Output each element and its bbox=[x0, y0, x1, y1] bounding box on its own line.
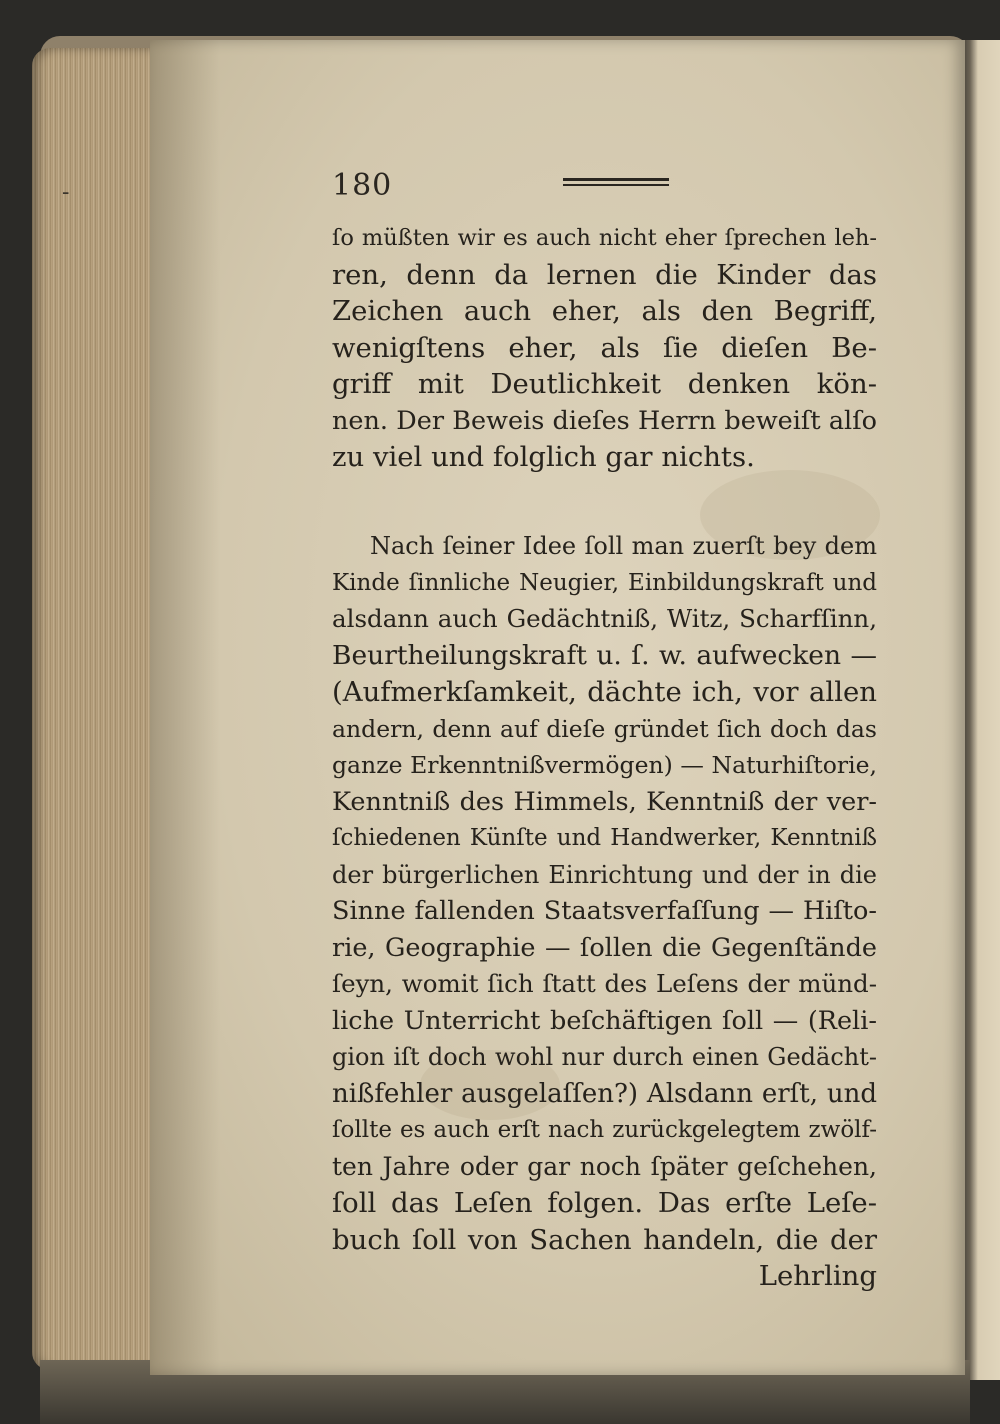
facing-page-edge bbox=[960, 40, 1000, 1380]
text-line: griff mit Deutlichkeit denken kön- bbox=[332, 368, 877, 400]
text-line: liche Unterricht beſchäftigen ſoll — (Reli- bbox=[332, 1005, 877, 1036]
text-line: Beurtheilungskraft u. ſ. w. aufwecken — bbox=[332, 639, 877, 671]
text-line: andern, denn auf dieſe gründet ſich doch das bbox=[332, 714, 877, 743]
text-line: ſeyn, womit ſich ſtatt des Leſens der münd- bbox=[332, 969, 877, 998]
catchword: Lehrling bbox=[758, 1260, 877, 1292]
margin-mark: - bbox=[62, 180, 70, 205]
text-line: rie, Geographie — ſollen die Gegenſtände bbox=[332, 932, 877, 963]
page-number: 180 bbox=[332, 168, 393, 203]
text-line: nißfehler ausgelaſſen?) Alsdann erſt, und bbox=[332, 1078, 877, 1109]
text-line: ganze Erkenntnißvermögen) — Naturhiſtorie, bbox=[332, 751, 877, 779]
text-line: der bürgerlichen Einrichtung und der in die bbox=[332, 860, 877, 889]
header-rule bbox=[563, 178, 669, 190]
text-line: Nach ſeiner Idee ſoll man zuerſt bey dem bbox=[370, 532, 877, 560]
text-line: ten Jahre oder gar noch ſpäter geſchehen, bbox=[332, 1151, 877, 1181]
text-line: gion iſt doch wohl nur durch einen Gedächt- bbox=[332, 1043, 877, 1071]
text-line: nen. Der Beweis dieſes Herrn beweiſt alſo bbox=[332, 405, 877, 436]
text-line: ſchiedenen Künſte und Handwerker, Kenntniß bbox=[332, 825, 877, 851]
text-line: ren, denn da lernen die Kinder das bbox=[332, 258, 877, 291]
text-line: ſollte es auch erſt nach zurückgelegtem zwölf- bbox=[332, 1117, 877, 1143]
gutter-shadow bbox=[150, 40, 220, 1375]
text-line: (Aufmerkſamkeit, dächte ich, vor allen bbox=[332, 676, 877, 708]
paragraph-2 bbox=[332, 528, 877, 1295]
text-line: Zeichen auch eher, als den Begriff, bbox=[332, 295, 877, 327]
text-line: buch ſoll von Sachen handeln, die der bbox=[332, 1223, 877, 1256]
text-line: Kenntniß des Himmels, Kenntniß der ver- bbox=[332, 786, 877, 817]
text-line: Sinne fallenden Staatsverfaſſung — Hiſto- bbox=[332, 896, 877, 926]
text-line: wenigſtens eher, als ſie dieſen Be- bbox=[332, 331, 877, 364]
text-line: alsdann auch Gedächtniß, Witz, Scharfſinn, bbox=[332, 604, 877, 633]
text-line: Kinde ſinnliche Neugier, Einbildungskraft und bbox=[332, 569, 877, 596]
text-line: ſo müßten wir es auch nicht eher ſprechen leh- bbox=[332, 225, 877, 251]
text-line: zu viel und folglich gar nichts. bbox=[332, 441, 755, 473]
paragraph-1 bbox=[332, 220, 877, 476]
text-line: ſoll das Leſen folgen. Das erſte Leſe- bbox=[332, 1187, 877, 1219]
